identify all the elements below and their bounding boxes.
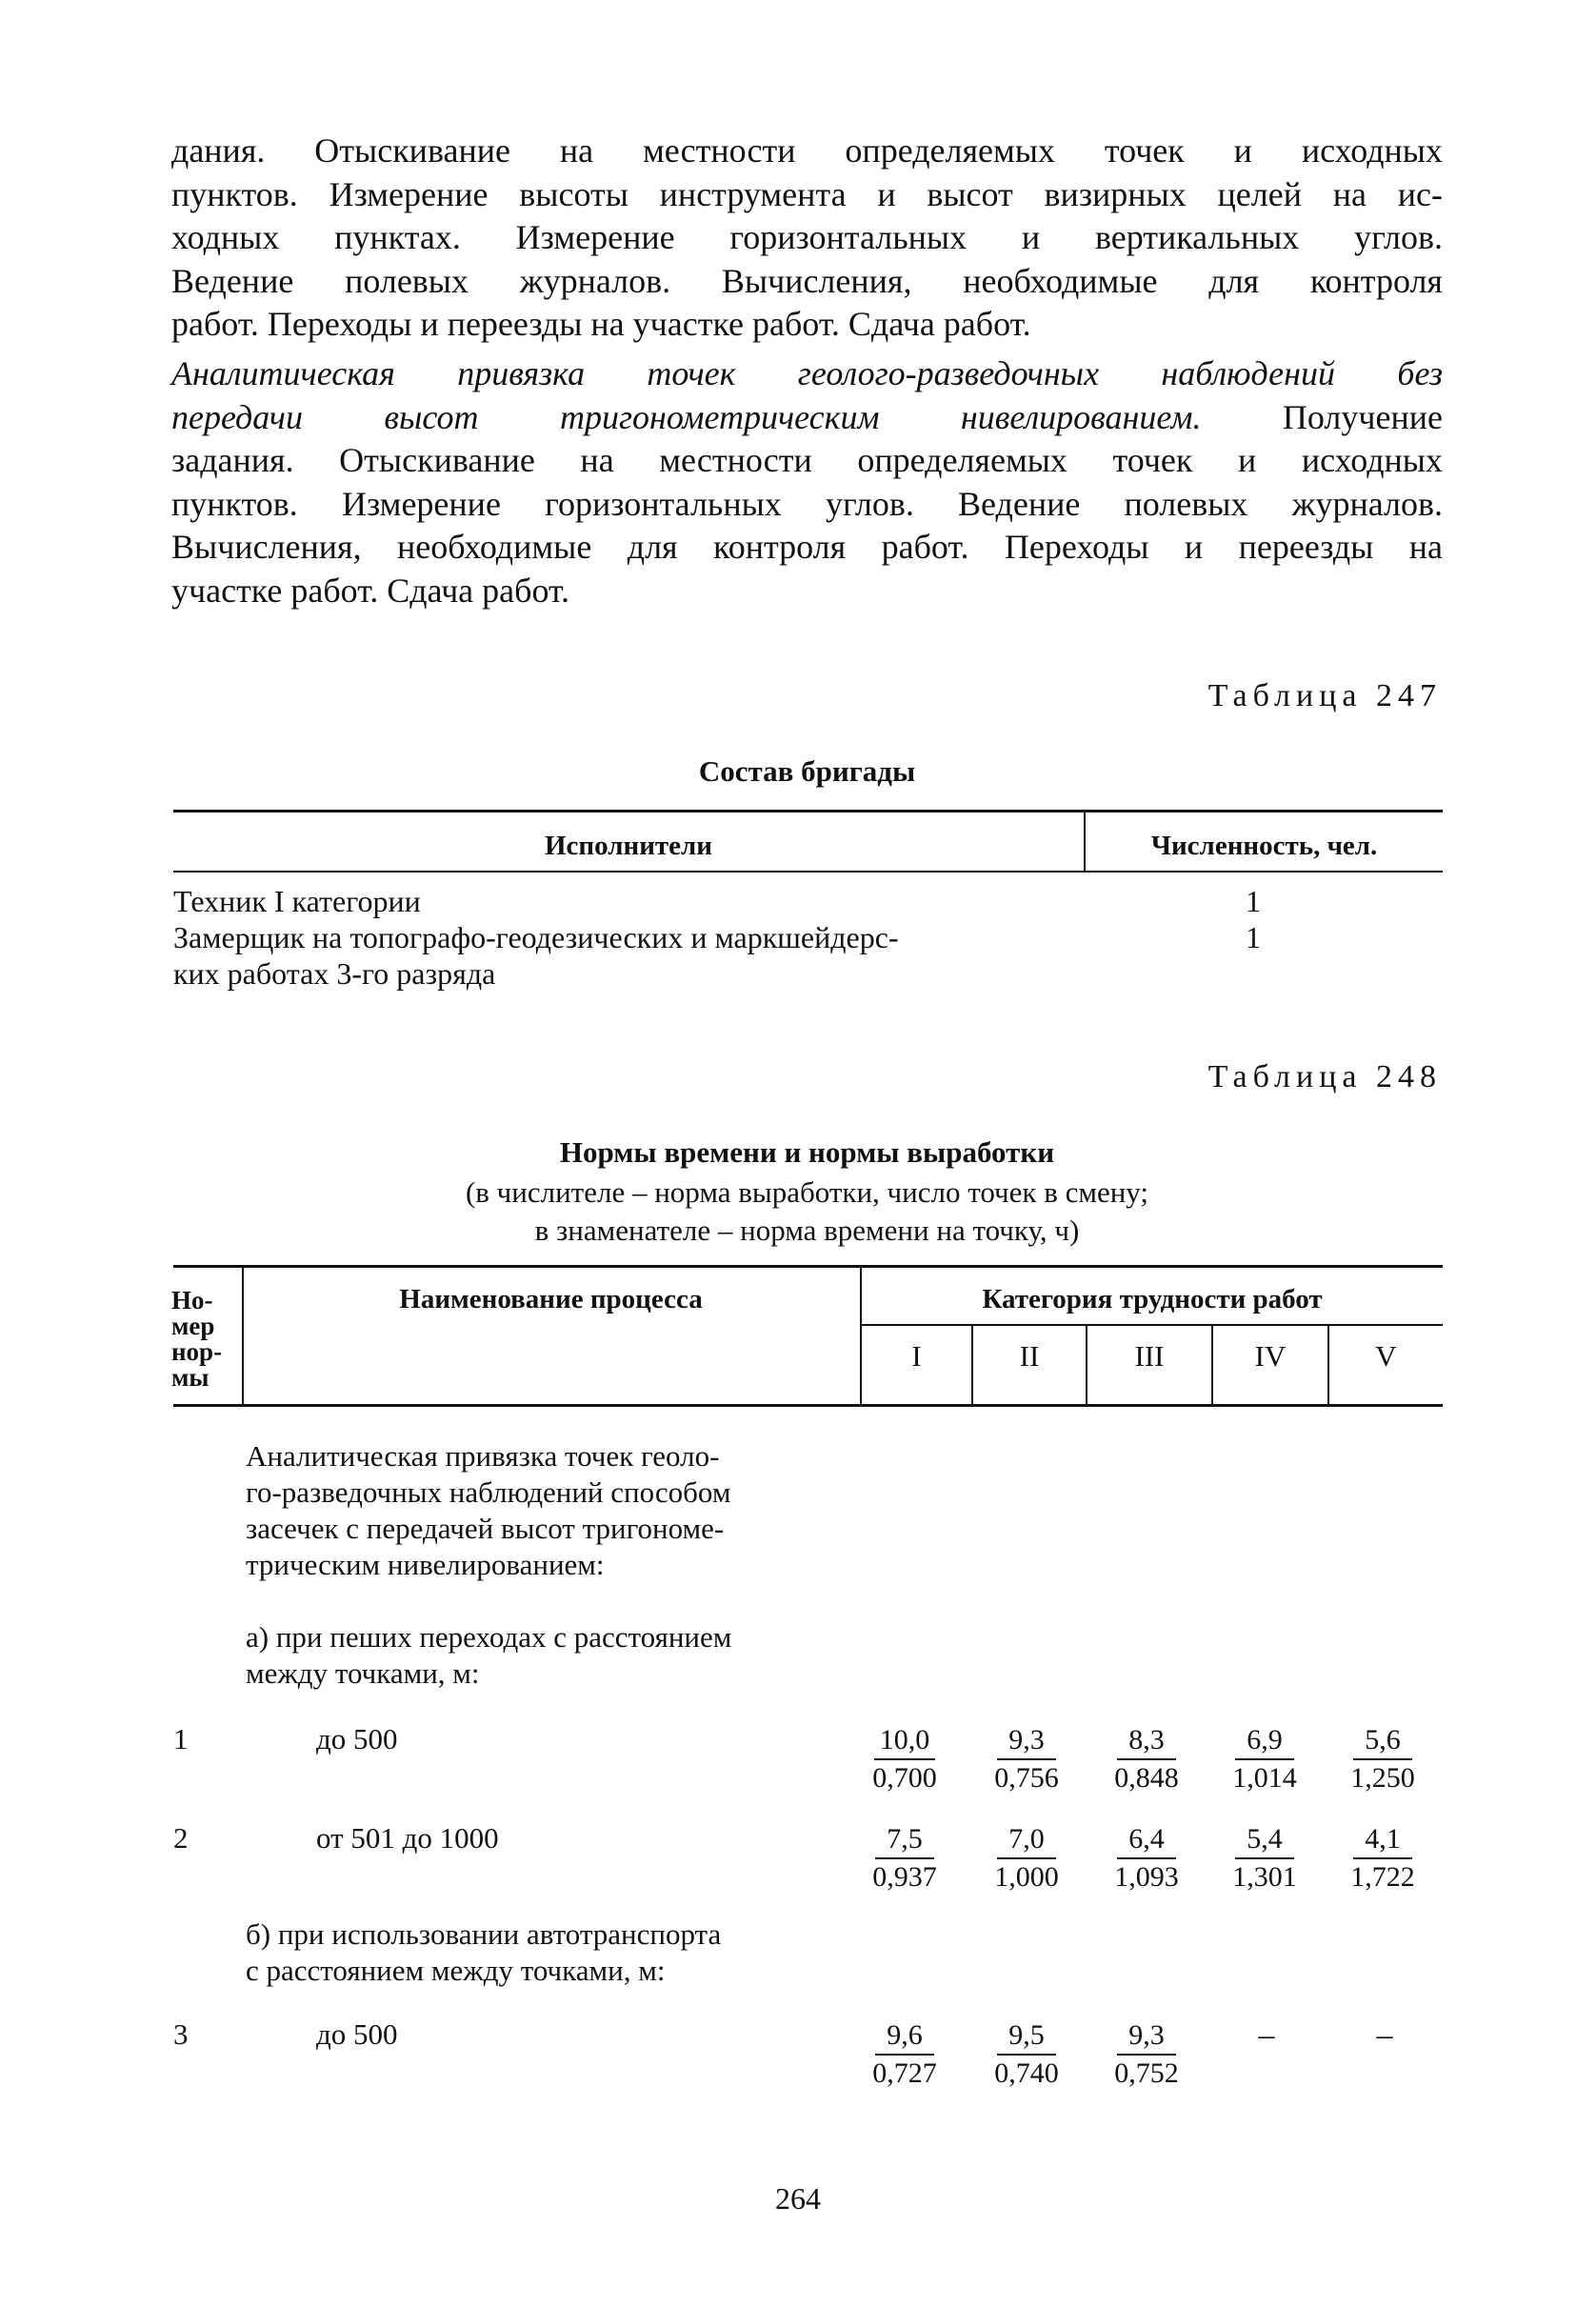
text-line: трическим нивелированием: [246,1548,605,1581]
table248-label: Таблица 248 [1207,1059,1442,1094]
text-line: засечек с передачей высот тригономе- [246,1512,725,1545]
fraction-denominator: 1,093 [1114,1861,1179,1893]
text-line: Ведение полевых журналов. Вычисления, необходимые для контроля [171,261,1443,300]
text-line: участке работ. Сдача работ. [171,571,570,610]
table248-header-rule [173,1404,1443,1407]
table248-subtitle: (в числителе – норма выработки, число точек в смену; [465,1175,1149,1209]
fraction-numerator: 10,0 [874,1722,936,1760]
fraction-value [1103,1722,1190,1796]
text-line: дания. Отыскивание на местности определяемых точек и исходных [171,131,1443,170]
table247-row-name-cont: ких работах 3-го разряда [173,956,496,991]
table248-subgroup-b [246,1916,855,1989]
section2-heading-line2 [171,396,1443,440]
fraction-value [1339,1821,1426,1896]
empty-value-dash: – [1376,2017,1393,2053]
table247-title: Состав бригады [698,754,916,788]
fraction-value [861,1722,948,1796]
table248-category-rule [860,1324,1443,1326]
table248-category-I: I [911,1339,922,1373]
fraction-value [1103,1821,1190,1896]
table248-subgroup-a [246,1619,855,1692]
fraction-value [861,1821,948,1896]
table248-header-num [171,1288,240,1391]
fraction-denominator: 1,301 [1232,1861,1297,1893]
table248-subtitle: в знаменателе – норма времени на точку, ч) [534,1214,1080,1247]
table248-header-category: Категория трудности работ [982,1284,1323,1314]
text-line: между точками, м: [246,1656,480,1690]
fraction-denominator: 1,000 [994,1861,1059,1893]
fraction-value [861,2017,948,2092]
header-num-part: Но- [171,1286,213,1314]
section2-heading-italic: передачи высот тригонометрическим нивелированием. [171,397,1202,436]
empty-value-dash: – [1258,2017,1275,2053]
section2-paragraph [171,352,1443,612]
fraction-numerator: 5,4 [1235,1821,1294,1859]
fraction-value [983,1821,1070,1896]
table248-header-process: Наименование процесса [399,1284,703,1314]
fraction-numerator: 5,6 [1353,1722,1412,1760]
table248-category-V: V [1375,1339,1397,1373]
fraction-value [1339,1722,1426,1796]
table248-row-num: 3 [173,2017,189,2051]
fraction-numerator: 9,3 [997,1722,1056,1760]
table248-category-III: III [1134,1339,1165,1373]
text-line: с расстоянием между точками, м: [246,1954,666,1987]
fraction-denominator: 1,014 [1232,1762,1297,1794]
table248-row-name: от 501 до 1000 [316,1821,499,1855]
table247-row-count: 1 [1246,884,1261,918]
table248-category-IV: IV [1254,1339,1287,1373]
text-line: задания. Отыскивание на местности определяемых точек и исходных [171,441,1443,479]
fraction-denominator: 0,756 [994,1762,1059,1794]
text-line: б) при использовании автотранспорта [246,1917,722,1951]
text-line: Вычисления, необходимые для контроля работ. Переходы и переезды на [171,528,1443,566]
text-line: ходных пунктах. Измерение горизонтальных и вертикальных углов. [171,218,1443,256]
fraction-value [1103,2017,1190,2092]
section2-line2-rest: Получение [1282,397,1443,436]
fraction-denominator: 0,848 [1114,1762,1179,1794]
text-line: пунктов. Измерение высоты инструмента и высот визирных целей на ис- [171,174,1443,213]
fraction-denominator: 0,700 [872,1762,937,1794]
fraction-numerator: 9,5 [997,2017,1056,2056]
fraction-value [1221,1821,1308,1896]
table247-header-rule [173,871,1443,873]
fraction-numerator: 7,0 [997,1821,1056,1859]
header-num-part: мер [171,1312,215,1340]
table247-label: Таблица 247 [1207,678,1442,713]
fraction-value [983,1722,1070,1796]
fraction-denominator: 1,250 [1350,1762,1415,1794]
page-number: 264 [775,2181,821,2216]
table248-row-name: до 500 [316,1722,398,1755]
fraction-numerator: 6,9 [1235,1722,1294,1760]
table248-row-num: 1 [173,1722,189,1755]
table248-row-name: до 500 [316,2017,398,2051]
table247-row-count: 1 [1246,920,1261,954]
table247-header-count: Численность, чел. [1150,831,1378,861]
fraction-numerator: 6,4 [1117,1821,1176,1859]
fraction-denominator: 0,740 [994,2057,1059,2089]
text-line: пунктов. Измерение горизонтальных углов. Ведение полевых журналов. [171,484,1443,523]
fraction-value [1221,1722,1308,1796]
fraction-numerator: 9,3 [1117,2017,1176,2056]
table248-category-II: II [1019,1339,1040,1373]
text-line: работ. Переходы и переезды на участке работ. Сдача работ. [171,305,1031,343]
fraction-numerator: 8,3 [1117,1722,1176,1760]
text-line: го-разведочных наблюдений способом [246,1475,731,1509]
text-line: Аналитическая привязка точек геоло- [246,1439,720,1473]
section2-heading-line1: Аналитическая привязка точек геолого-разведочных наблюдений без [171,354,1443,392]
table247-top-rule [173,810,1443,812]
table248-row-num: 2 [173,1821,189,1855]
intro-paragraph [171,130,1443,347]
fraction-denominator: 0,727 [872,2057,937,2089]
fraction-numerator: 9,6 [875,2017,934,2056]
fraction-numerator: 4,1 [1353,1821,1412,1859]
fraction-denominator: 0,937 [872,1861,937,1893]
table247-header-performers: Исполнители [544,831,713,861]
fraction-value [983,2017,1070,2092]
fraction-denominator: 0,752 [1114,2057,1179,2089]
table248-group-heading [246,1438,855,1583]
header-num-part: нор- [171,1337,223,1366]
text-line: а) при пеших переходах с расстоянием [246,1620,732,1654]
table247-row-name: Техник I категории [173,884,421,918]
fraction-numerator: 7,5 [875,1821,934,1859]
fraction-denominator: 1,722 [1350,1861,1415,1893]
header-num-part: мы [171,1363,209,1392]
table248-top-rule [173,1265,1443,1268]
table247-row-name: Замерщик на топографо-геодезических и маркшейдерс- [173,920,899,954]
table248-title: Нормы времени и нормы выработки [559,1135,1055,1169]
